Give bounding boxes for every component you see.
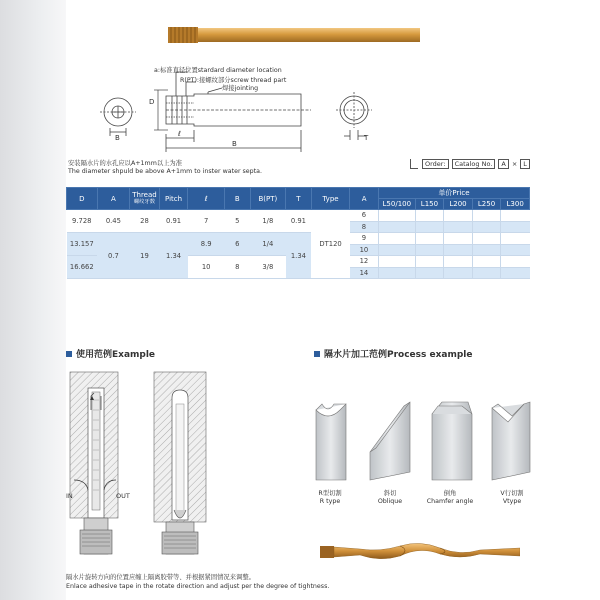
caption-r-type <box>304 490 356 506</box>
cell-d: 13.157 <box>67 233 98 256</box>
price-cell <box>444 267 473 279</box>
price-cell <box>415 233 444 245</box>
price-cell <box>472 244 501 256</box>
order-catalog-no: Catalog No. <box>452 159 496 169</box>
price-cell <box>444 233 473 245</box>
caption-chamfer-en: Chamfer angle <box>426 498 474 505</box>
order-format <box>410 159 530 169</box>
dim-b-label: B <box>232 140 237 148</box>
chamfer-shape <box>432 402 472 480</box>
cell-b: 6 <box>225 233 250 256</box>
price-cell <box>415 210 444 222</box>
bottom-note <box>66 573 329 591</box>
label-standard-diameter: a:标准直径位置stardard diameter location <box>154 67 282 74</box>
caption-oblique-en: Oblique <box>377 498 403 505</box>
out-label: OUT <box>116 492 130 500</box>
diameter-note <box>68 160 262 176</box>
usage-left <box>70 372 118 554</box>
end-view-left <box>100 98 136 136</box>
cell-thread: 28 <box>130 210 160 233</box>
cell-a: 0.45 <box>97 210 130 233</box>
side-view <box>166 72 311 152</box>
header-a: A <box>97 188 130 210</box>
header-l50: L50/100 <box>378 199 415 210</box>
end-view-right <box>336 92 372 140</box>
header-d: D <box>67 188 98 210</box>
diameter-note-cn: 安装隔水片的水孔应以A+1mm以上为准 <box>68 160 183 167</box>
v-type-shape <box>492 402 530 480</box>
header-l250: L250 <box>472 199 501 210</box>
table-row <box>67 233 530 245</box>
price-cell <box>378 233 415 245</box>
cell-l: 10 <box>188 256 225 279</box>
price-cell <box>444 244 473 256</box>
price-cell <box>415 267 444 279</box>
diameter-note-en: The diameter shpuld be above A+1mm to inster water septa. <box>68 168 263 175</box>
usage-example-drawing <box>66 370 216 565</box>
caption-v-type-cn: V行切割 <box>500 490 524 497</box>
header-l150: L150 <box>415 199 444 210</box>
cell-b: 8 <box>225 256 250 279</box>
caption-r-type-cn: R型切割 <box>318 490 342 497</box>
cell-a-value: 9 <box>350 233 379 245</box>
label-jointing: 焊接jointing <box>222 85 259 92</box>
cell-pitch: 1.34 <box>159 233 188 279</box>
cell-d: 16.662 <box>67 256 98 279</box>
cell-thread: 19 <box>130 233 160 279</box>
header-a2: A <box>350 188 379 210</box>
price-cell <box>501 244 530 256</box>
price-cell <box>378 221 415 233</box>
price-cell <box>501 210 530 222</box>
cell-bpt: 1/4 <box>250 233 286 256</box>
cell-a-value: 6 <box>350 210 379 222</box>
caption-oblique-cn: 斜切 <box>383 490 397 497</box>
price-cell <box>378 210 415 222</box>
usage-right <box>154 372 206 554</box>
price-cell <box>472 210 501 222</box>
price-cell <box>501 267 530 279</box>
price-cell <box>501 256 530 268</box>
caption-chamfer <box>420 490 480 506</box>
price-cell <box>415 256 444 268</box>
example-section-title <box>66 347 155 360</box>
process-section-title <box>314 347 473 360</box>
r-type-shape <box>316 404 346 480</box>
order-a: A <box>498 159 508 169</box>
caption-oblique <box>364 490 416 506</box>
price-cell <box>472 221 501 233</box>
caption-r-type-en: R type <box>319 498 341 505</box>
header-l: ℓ <box>188 188 225 210</box>
process-title-text: 隔水片加工范例Process example <box>324 350 473 360</box>
example-title-text: 使用范例Example <box>76 350 156 360</box>
price-cell <box>415 244 444 256</box>
order-times: × <box>511 160 518 168</box>
cell-pitch: 0.91 <box>159 210 188 233</box>
cell-l: 7 <box>188 210 225 233</box>
cell-l: 8.9 <box>188 233 225 256</box>
price-cell <box>378 267 415 279</box>
cell-a-value: 14 <box>350 267 379 279</box>
order-l: L <box>520 159 530 169</box>
price-cell <box>378 244 415 256</box>
process-example-drawing <box>312 392 540 482</box>
cell-a-value: 8 <box>350 221 379 233</box>
order-label: Order: <box>422 159 449 169</box>
price-cell <box>415 221 444 233</box>
caption-v-type-en: Vtype <box>502 498 522 505</box>
price-cell <box>444 256 473 268</box>
price-cell <box>472 256 501 268</box>
oblique-shape <box>370 402 410 480</box>
bottom-note-cn: 隔水片旋转方向的位置应缠上隔离胶带等、并根据紧固情况来调整。 <box>66 574 255 581</box>
header-l200: L200 <box>444 199 473 210</box>
twisted-septum-photo <box>320 540 520 564</box>
dim-d-label: D <box>149 98 155 106</box>
in-label: IN <box>66 492 73 500</box>
caption-chamfer-cn: 倒角 <box>443 490 457 497</box>
header-pitch: Pitch <box>159 188 188 210</box>
cell-bpt: 1/8 <box>250 210 286 233</box>
price-cell <box>472 267 501 279</box>
header-t: T <box>286 188 311 210</box>
header-b: B <box>225 188 250 210</box>
price-cell <box>501 221 530 233</box>
header-thread-cn: 螺纹牙数 <box>133 198 156 205</box>
header-thread <box>130 188 160 210</box>
section-square-icon <box>314 351 320 357</box>
cell-t: 0.91 <box>286 210 311 233</box>
header-price: 单价Price <box>378 188 529 199</box>
section-square-icon <box>66 351 72 357</box>
cell-b: 5 <box>225 210 250 233</box>
dim-b-small-label: B <box>115 134 120 142</box>
cell-a-value: 12 <box>350 256 379 268</box>
technical-drawing <box>96 60 386 160</box>
price-cell <box>378 256 415 268</box>
cell-type: DT120 <box>311 210 350 279</box>
table-row <box>67 210 530 222</box>
cell-a-value: 10 <box>350 244 379 256</box>
label-screw-thread: R(PT):接螺纹部分screw thread part <box>180 77 287 84</box>
price-cell <box>472 233 501 245</box>
bottom-note-en: Enlace adhesive tape in the rotate direction and adjust per the degree of tightness. <box>66 583 330 590</box>
cell-bpt: 3/8 <box>250 256 286 279</box>
price-cell <box>444 221 473 233</box>
header-l300: L300 <box>501 199 530 210</box>
dim-t-label: T <box>364 134 369 142</box>
caption-v-type <box>486 490 538 506</box>
header-type: Type <box>311 188 350 210</box>
spec-table <box>66 187 530 279</box>
cell-a: 0.7 <box>97 233 130 279</box>
price-cell <box>444 210 473 222</box>
dim-l-label: ℓ <box>178 130 181 138</box>
brass-septum-photo <box>168 24 420 46</box>
header-bpt: B(PT) <box>250 188 286 210</box>
cell-t: 1.34 <box>286 233 311 279</box>
order-bracket-icon <box>410 159 418 169</box>
left-decorative-bar <box>0 0 66 600</box>
header-thread-en: Thread <box>132 190 157 199</box>
cell-d: 9.728 <box>67 210 98 233</box>
price-cell <box>501 233 530 245</box>
